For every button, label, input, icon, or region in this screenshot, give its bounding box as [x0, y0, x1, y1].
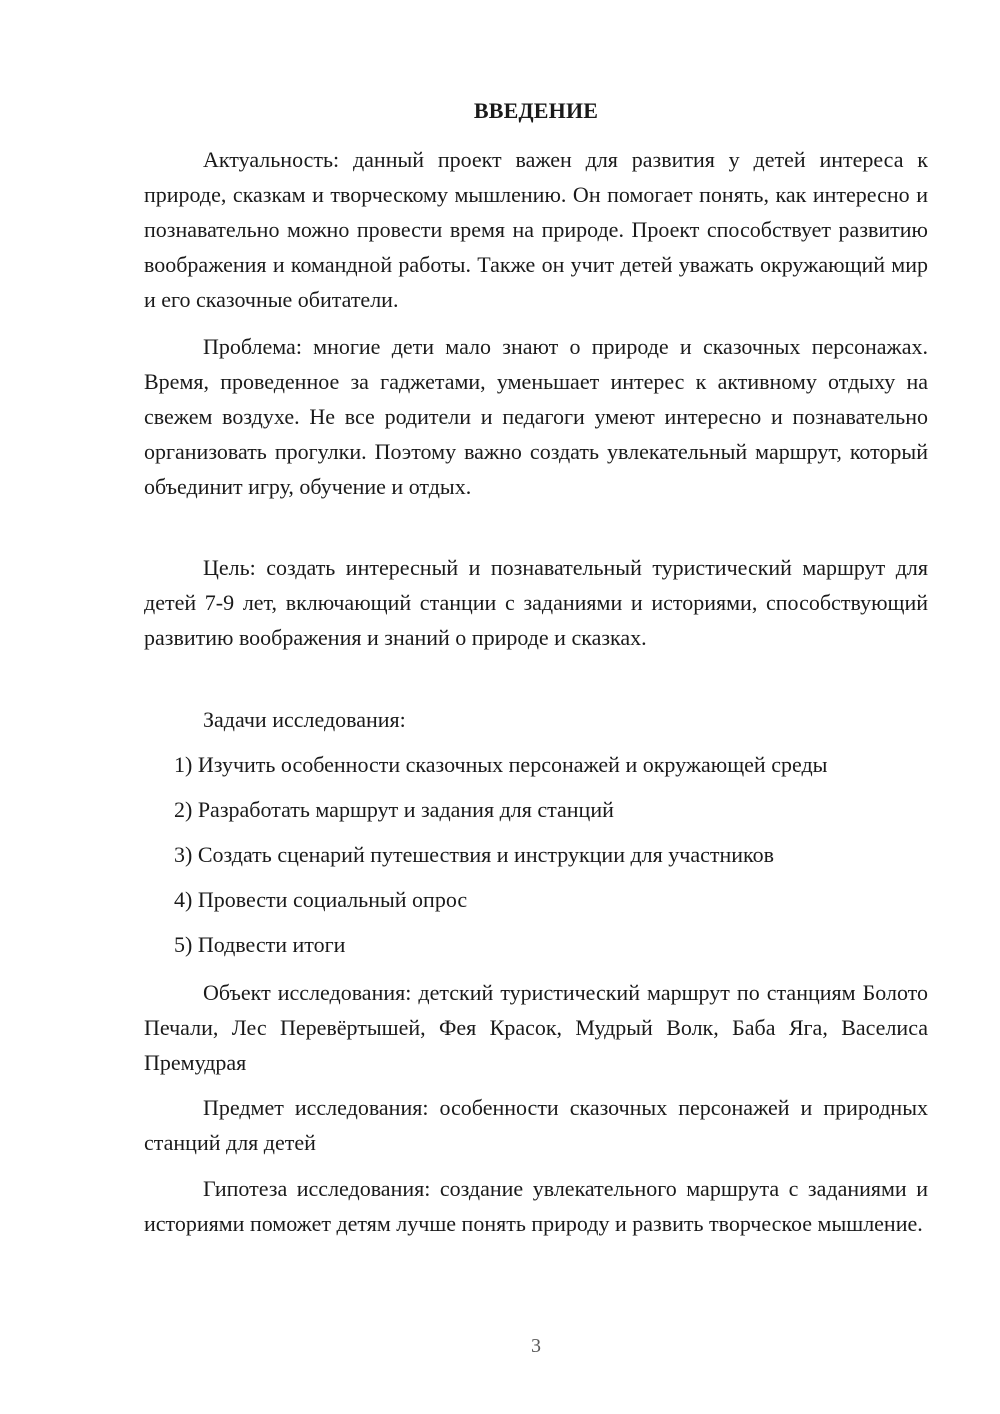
section-title: ВВЕДЕНИЕ	[473, 98, 599, 123]
paragraph-hypothesis	[144, 1171, 928, 1241]
actuality-text: Актуальность: данный проект важен для развития у детей интереса к природе, сказкам и творческому мышлению. Он помогает понять, как интересно и познавательно можно провести время на природе. Проект способствует развитию воображения и командной работы. Также он учит детей уважать окружающий мир и его сказочные обитатели.	[144, 147, 928, 312]
object-text: Объект исследования: детский туристический маршрут по станциям Болото Печали, Лес Перевёртышей, Фея Красок, Мудрый Волк, Баба Яга, Васелиса Премудрая	[144, 980, 928, 1075]
page-number: 3	[531, 1335, 541, 1357]
task-item: 2) Разработать маршрут и задания для станций	[174, 797, 614, 822]
task-item: 1) Изучить особенности сказочных персонажей и окружающей среды	[174, 752, 828, 777]
subject-text: Предмет исследования: особенности сказочных персонажей и природных станций для детей	[144, 1095, 928, 1155]
paragraph-actuality	[144, 142, 928, 317]
problem-text: Проблема: многие дети мало знают о природе и сказочных персонажах. Время, проведенное за гаджетами, уменьшает интерес к активному отдыху на свежем воздухе. Не все родители и педагоги умеют интересно и познавательно организовать прогулки. Поэтому важно создать увлекательный маршрут, который объединит игру, обучение и отдых.	[144, 334, 928, 499]
paragraph-problem	[144, 329, 928, 504]
tasks-heading	[144, 702, 928, 737]
task-item: 3) Создать сценарий путешествия и инструкции для участников	[174, 842, 774, 867]
hypothesis-text: Гипотеза исследования: создание увлекательного маршрута с заданиями и историями поможет детям лучше понять природу и развить творческое мышление.	[144, 1176, 928, 1236]
tasks-heading-text: Задачи исследования:	[203, 707, 406, 732]
paragraph-goal	[144, 550, 928, 655]
task-item: 5) Подвести итоги	[174, 932, 346, 957]
paragraph-object	[144, 975, 928, 1080]
task-item: 4) Провести социальный опрос	[174, 887, 468, 912]
paragraph-subject	[144, 1090, 928, 1160]
goal-text: Цель: создать интересный и познавательный туристический маршрут для детей 7-9 лет, включающий станции с заданиями и историями, способствующий развитию воображения и знаний о природе и сказках.	[144, 555, 928, 650]
